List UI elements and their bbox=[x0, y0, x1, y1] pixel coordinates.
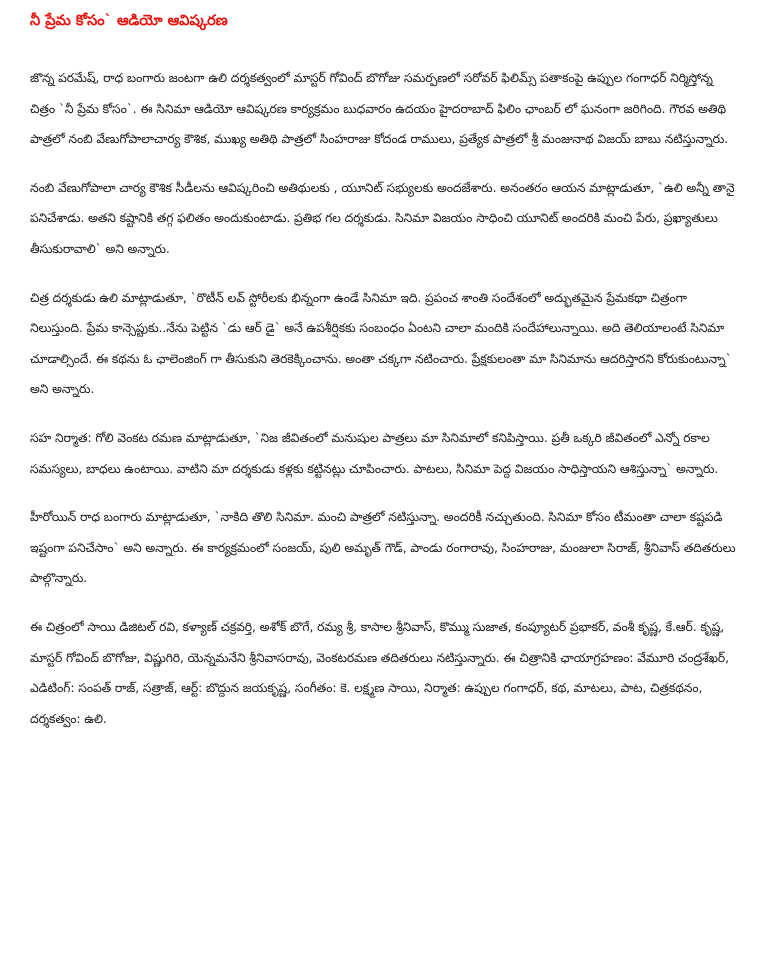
paragraph-co-producer-speech: సహ నిర్మాత: గోలి వెంకట రమణ మాట్లాడుతూ, `నిజ జీవితంలో మనుషుల పాత్రలు మా సినిమాలో కనిపిస్తాయి. ప్రతీ ఒక్కరి జీవితంలో ఎన్నో రకాల సమస్యలు, బాధలు ఉంటాయి. వాటిని మా దర్శకుడు కళ్లకు కట్టినట్లు చూపించారు. పాటలు, సినిమా పెద్ద విజయం సాధిస్తాయని ఆశిస్తున్నా` అన్నారు. bbox=[30, 430, 719, 476]
paragraph-intro: జొన్న పరమేష్, రాధ బంగారు జంటగా ఉలి దర్శకత్వంలో మాస్టర్ గోవింద్ బొగోజు సమర్పణలో సరోవర్ ఫిలిమ్స్ పతాకంపై ఉప్పుల గంగాధర్ నిర్మిస్తోన్న చిత్రం `నీ ప్రేమ కోసం`. ఈ సినిమా ఆడియో ఆవిష్కరణ కార్యక్రమం బుధవారం ఉదయం హైదరాబాద్ ఫిలిం ఛాంబర్ లో ఘనంగా జరిగింది. గౌరవ అతిథి పాత్రలో నంబి వేణుగోపాలాచార్య కౌశిక, ముఖ్య అతిథి పాత్రలో సింహరాజు కోదండ రాములు, ప్రత్యేక పాత్రలో శ్రీ మంజునాథ విజయ్ బాబు నటిస్తున్నారు. bbox=[30, 71, 728, 147]
paragraph-director-speech: చిత్ర దర్శకుడు ఉలి మాట్లాడుతూ, `రొటీన్ లవ్ స్టోరీలకు భిన్నంగా ఉండే సినిమా ఇది. ప్రపంచ శాంతి సందేశంలో అద్భుతమైన ప్రేమకథా చిత్రంగా నిలుస్తుంది. ప్రేమ కాన్సెప్టుకు..నేను పెట్టిన `డు ఆర్ డై` అనే ఉపశీర్షికకు సంబంధం ఏంటని చాలా మందికి సందేహాలున్నాయి. అది తెలియాలంటే సినిమా చూడాల్సిందే. ఈ కథను ఓ ఛాలెంజింగ్ గా తీసుకుని తెరకెక్కించాను. అంతా చక్కగా నటించారు. ప్రేక్షకులంతా మా సినిమాను ఆదరిస్తారని కోరుకుంటున్నా` అని అన్నారు. bbox=[30, 290, 732, 397]
paragraph-chief-guest-speech: నంబి వేణుగోపాలా చార్య కౌశిక సీడీలను ఆవిష్కరించి అతిథులకు , యూనిట్ సభ్యులకు అందజేశారు. అనంతరం ఆయన మాట్లాడుతూ, `ఉలి అన్నీ తానై పనిచేశాడు. అతని కష్టానికి తగ్గ ఫలితం అందుకుంటాడు. ప్రతిభ గల దర్శకుడు. సినిమా విజయం సాధించి యూనిట్ అందరికి మంచి పేరు, ప్రఖ్యాతులు తీసుకురావాలి` అని అన్నారు. bbox=[30, 180, 735, 256]
article-title: నీ ప్రేమ కోసం` ఆడియో ఆవిష్కరణ bbox=[30, 13, 228, 29]
article bbox=[30, 10, 740, 752]
paragraph-cast-and-crew: ఈ చిత్రంలో సాయి డిజిటల్ రవి, కళ్యాణ్ చక్రవర్తి, అశోక్ బొగే, రమ్య శ్రీ, కాసాల శ్రీనివాస్, కొమ్ము సుజాత, కంప్యూటర్ ప్రభాకర్, వంశీ కృష్ణ, కే.ఆర్. కృష్ణ, మాస్టర్ గోవింద్ బొగోజు, విష్ణుగిరి, యెన్నమనేని శ్రీనివాసరావు, వెంకటరమణ తదితరులు నటిస్తున్నారు. ఈ చిత్రానికి ఛాయాగ్రహణం: వేమూరి చంద్రశేఖర్, ఎడిటింగ్: సంపత్ రాజ్, సత్రాజ్, ఆర్ట్: బొద్దున జయకృష్ణ, సంగీతం: కె. లక్ష్మణ సాయి, నిర్మాత: ఉప్పుల గంగాధర్, కథ, మాటలు, పాట, చిత్రకథనం, దర్శకత్వం: ఉలి. bbox=[30, 619, 729, 726]
paragraph-heroine-speech: హీరోయిన్ రాధ బంగారు మాట్లాడుతూ, `నాకిది తొలి సినిమా. మంచి పాత్రలో నటిస్తున్నా. అందరికీ నచ్చుతుంది. సినిమా కోసం టీమంతా చాలా కష్టపడి ఇష్టంగా పనిచేసాం` అని అన్నారు. ఈ కార్యక్రమంలో సంజయ్, పులి అమృత్ గౌడ్, పాండు రంగారావు, సింహరాజు, మంజులా సిరాజ్, శ్రీనివాస్ తదితరులు పాల్గొన్నారు. bbox=[30, 510, 736, 586]
